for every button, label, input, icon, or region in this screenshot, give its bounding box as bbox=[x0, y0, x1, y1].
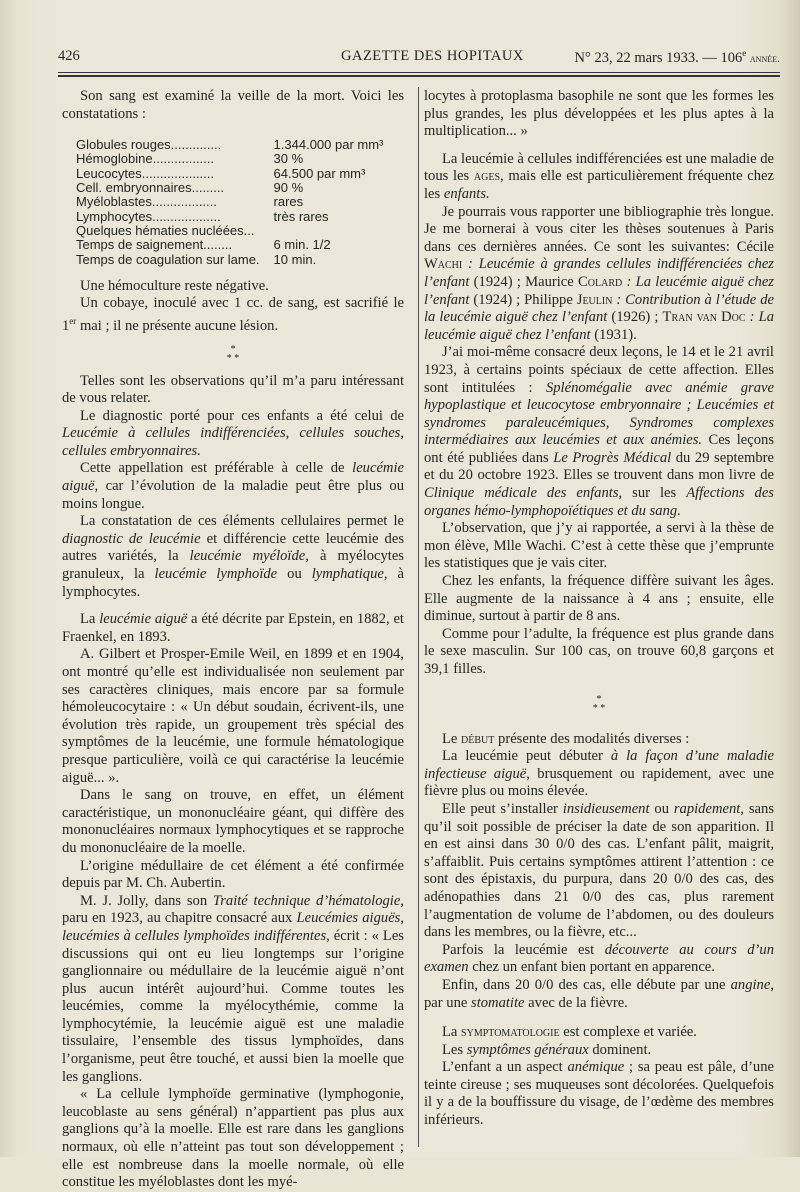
paragraph bbox=[424, 942, 774, 977]
paragraph: Son sang est examiné la veille de la mort. Voici les constatations : bbox=[62, 88, 404, 122]
text-span: , sur les bbox=[618, 485, 687, 502]
paragraph bbox=[424, 731, 774, 749]
paragraph bbox=[424, 1059, 774, 1129]
author-name: Wachi bbox=[424, 256, 463, 273]
lab-row bbox=[76, 210, 383, 224]
text-span: (1926) ; bbox=[607, 309, 663, 326]
text-span: a été décrite par Epstein, en 1882, et Fraenkel, en 1893. bbox=[62, 611, 404, 645]
superscript: er bbox=[69, 316, 77, 327]
lab-label: Leucocytes.................... bbox=[76, 165, 214, 181]
author-name: Colard bbox=[578, 273, 623, 290]
text-span: La constatation de ces éléments cellulaires permet le bbox=[80, 513, 404, 530]
paragraph bbox=[62, 893, 404, 1087]
text-span: , paru en 1923, au chapitre consacré aux bbox=[62, 892, 404, 927]
text-span: avec de la fièvre. bbox=[524, 994, 628, 1011]
emphasis: symptômes généraux bbox=[466, 1041, 589, 1058]
lab-value: 1.344.000 par mm³ bbox=[273, 137, 384, 153]
page-number: 426 bbox=[58, 48, 80, 64]
lab-row bbox=[76, 238, 383, 252]
text-span: Elle peut s’installer bbox=[442, 800, 563, 817]
paragraph: A. Gilbert et Prosper-Emile Weil, en 1899 et en 1904, ont montré qu’elle est individualisée non seulement par ses caractères cliniques, mais encore par sa formule hémoleucocytaire : « Un début soudain, écrivent-ils, une évolution très rapide, un groupement très spécial des symptômes de la leucémie, une formule hématologique presque particulière, voilà ce qui caractérise la leucémie aiguë... ». bbox=[62, 646, 404, 786]
text-span: J’ai moi-même consacré deux leçons, le 14 et le 21 avril 1923, à certains points spéciaux de cette affection. Elles sont intitulées : bbox=[424, 344, 774, 396]
asterism-bottom: * * bbox=[592, 702, 606, 714]
lab-value: rares bbox=[273, 194, 304, 210]
text-span: Ces leçons ont été publiées dans bbox=[424, 432, 774, 466]
paragraph: Une hémoculture reste négative. bbox=[80, 277, 269, 294]
lab-value bbox=[260, 224, 384, 238]
paragraph bbox=[424, 748, 774, 801]
emphasis: leucémie lymphoïde bbox=[154, 566, 278, 583]
text-span: présente des modalités diverses : bbox=[494, 730, 690, 747]
journal-title: GAZETTE DES HOPITAUX bbox=[341, 48, 524, 64]
emphasis: anémique bbox=[567, 1059, 625, 1076]
emphasis: Splénomégalie avec anémie grave hypoplastique et leucocytose embryonnaire ; Leucémies et syndromes paraleucémiques, Syndromes complexes intermédiaires aux leucémies et aux anémies. bbox=[424, 379, 774, 449]
emphasis: diagnostic de leucémie bbox=[62, 530, 201, 547]
emphasis: lymphatique bbox=[311, 566, 384, 583]
paragraph: « La cellule lymphoïde germinative (lymphogonie, leucoblaste au sens général) n’appartient pas plus aux ganglions qu’à la moelle. Elle est rare dans les ganglions normaux, où elle n’atteint pas tout son développement ; elle est nombreuse dans la moelle normale, où elle constitue les myéloblastes dont les myé- bbox=[62, 1086, 404, 1191]
lab-row bbox=[76, 224, 383, 238]
lab-value: 6 min. 1/2 bbox=[273, 237, 331, 253]
text-span: Un cobaye, inoculé avec 1 cc. de sang, est sacrifié le 1 bbox=[62, 295, 404, 334]
emphasis: leucémie aiguë bbox=[99, 611, 188, 628]
thesis-title: : Leucémie à grandes cellules indifférenciées chez l’enfant bbox=[424, 256, 774, 290]
paragraph bbox=[62, 611, 404, 646]
issue-year-word: année. bbox=[749, 50, 780, 65]
text-span: La leucémie peut débuter bbox=[442, 748, 611, 765]
text-span: est complexe et variée. bbox=[559, 1024, 697, 1041]
thesis-title: : La leucémie aiguë chez l’enfant bbox=[424, 309, 774, 343]
asterism-top: * bbox=[230, 343, 236, 355]
emphasis: angine bbox=[730, 976, 771, 993]
paragraph bbox=[62, 460, 404, 513]
lab-label: Temps de coagulation sur lame. bbox=[76, 251, 260, 267]
lab-label: Quelques hématies nucléées... bbox=[76, 222, 255, 238]
paragraph: Chez les enfants, la fréquence diffère suivant les âges. Elle augmente de la naissance à 4 ans ; ensuite, elle diminue, surtout à partir de 8 ans. bbox=[424, 573, 774, 625]
text-span: (1924) ; Maurice bbox=[469, 273, 579, 290]
lab-row bbox=[76, 152, 383, 166]
text-span: , à myélocytes granuleux, la bbox=[62, 548, 404, 583]
lab-value: très rares bbox=[273, 208, 329, 224]
emphasis: à la façon d’une maladie infectieuse aiguë bbox=[424, 748, 774, 782]
author-name: Tran van Doc bbox=[662, 309, 746, 326]
lab-row bbox=[76, 167, 383, 181]
paragraph bbox=[424, 1024, 774, 1042]
lab-value: 64.500 par mm³ bbox=[273, 165, 366, 181]
text-span: ; sa peau est pâle, d’une teinte cireuse ; ses muqueuses sont décolorées. Quelquefois il y a de la bouffissure du visage, de l’œdème des membres inférieurs. bbox=[424, 1059, 774, 1129]
lab-label: Temps de saignement........ bbox=[76, 237, 233, 253]
paragraph: Dans le sang on trouve, en effet, un élément caractéristique, un mononucléaire géant, qui diffère des mononucléaires normaux lymphocytiques et se rapproche du mononucléaire de la moelle. bbox=[62, 787, 404, 856]
paragraph bbox=[62, 295, 404, 335]
text-span: Le diagnostic porté pour ces enfants a été celui de bbox=[80, 407, 404, 424]
asterism-bottom: * * bbox=[226, 352, 240, 364]
emphasis: enfants. bbox=[443, 185, 490, 202]
author-name: Jeulin bbox=[576, 291, 613, 308]
text-span: Parfois la leucémie est bbox=[442, 941, 605, 958]
text-span: , car l’évolution de la maladie peut être plus ou moins longue. bbox=[62, 478, 404, 512]
left-column bbox=[62, 88, 404, 1192]
text-span: , écrit : « Les discussions qui ont eu lieu longtemps sur l’origine ganglionnaire ou médullaire de la leucémie aiguë n’ont plus aucun intérêt aujourd’hui. Comme toutes les leucémies, comme la myélocythémie, comme la lymphocytémie, la leucémie aiguë est une maladie tissulaire, l’ensemble des tissus lymphoïdes, dans l’organisme, peut être touché, et aussi bien la moelle que les ganglions. bbox=[62, 927, 404, 1085]
text-span: du 29 septembre et du 20 octobre 1923. Elles se trouvent dans mon livre de bbox=[424, 449, 775, 484]
text-span: ou bbox=[649, 800, 674, 817]
lab-row bbox=[76, 181, 383, 195]
paragraph: L’observation, que j’y ai rapportée, a servi à la thèse de mon élève, Mlle Wachi. C’est à cette thèse que j’emprunte les statistiques que je vais citer. bbox=[424, 520, 774, 572]
text-span: chez un enfant bien portant en apparence. bbox=[468, 959, 715, 976]
text-span: mai ; il ne présente aucune lésion. bbox=[76, 317, 279, 334]
text-span: L’enfant a un aspect bbox=[442, 1059, 568, 1076]
text-span: et différencie cette leucémie des autres variétés, la bbox=[62, 530, 404, 565]
paragraph bbox=[424, 344, 774, 520]
lab-results-table bbox=[76, 138, 383, 267]
lab-row bbox=[76, 138, 383, 152]
section-separator bbox=[62, 345, 404, 363]
smallcaps-text: symptomatologie bbox=[461, 1024, 560, 1041]
lab-row bbox=[76, 195, 383, 209]
text-span: , brusquement ou rapidement, avec une fièvre plus ou moins élevée. bbox=[424, 765, 774, 800]
paragraph: Telles sont les observations qu’il m’a paru intéressant de vous relater. bbox=[62, 372, 404, 407]
paragraph: L’origine médullaire de cet élément a été confirmée depuis par M. Ch. Aubertin. bbox=[62, 857, 404, 892]
issue-sup: e bbox=[742, 48, 747, 58]
lab-value: 30 % bbox=[273, 151, 304, 167]
text-span: , par une bbox=[424, 976, 774, 1011]
lab-label: Myéloblastes.................. bbox=[76, 194, 217, 210]
text-span: La leucémie à cellules indifférenciées est une maladie de tous les bbox=[424, 150, 774, 185]
smallcaps-text: début bbox=[461, 730, 495, 747]
paragraph bbox=[62, 408, 404, 461]
lab-label: Globules rouges.............. bbox=[76, 137, 222, 153]
thesis-title: : Contribution à l’étude de la leucémie aiguë chez l’enfant bbox=[424, 291, 774, 326]
text-span: (1931). bbox=[590, 326, 637, 343]
lab-value: 90 % bbox=[273, 180, 304, 196]
lab-value: 10 min. bbox=[273, 251, 317, 267]
text-span: ou bbox=[277, 566, 312, 583]
text-span: (1924) ; Philippe bbox=[469, 291, 577, 308]
lab-row bbox=[76, 253, 383, 267]
section-separator bbox=[424, 695, 774, 713]
emphasis: Le Progrès Médical bbox=[553, 449, 672, 466]
emphasis: Affections des organes hémo-lymphopoïétiques et du sang. bbox=[424, 485, 774, 519]
text-span: Je pourrais vous rapporter une bibliographie très longue. Je me bornerai à vous citer les thèses soutenues à Paris dans ces dernières années. Ce sont les suivantes: Cécile bbox=[424, 203, 774, 255]
lab-label: Cell. embryonnaires......... bbox=[76, 180, 225, 196]
emphasis: Clinique médicale des enfants bbox=[424, 485, 619, 502]
emphasis: Traité technique d’hématologie bbox=[212, 892, 401, 909]
text-span: , à lymphocytes. bbox=[62, 566, 405, 600]
smallcaps-text: ages bbox=[473, 168, 501, 185]
emphasis: stomatite bbox=[471, 994, 525, 1011]
right-column bbox=[424, 88, 774, 1130]
emphasis: rapidement bbox=[673, 800, 741, 817]
text-span: La bbox=[442, 1024, 462, 1041]
emphasis: découverte au cours d’un examen bbox=[424, 941, 774, 976]
paragraph: locytes à protoplasma basophile ne sont que les formes les plus grandes, les plus développées et les plus aptes à la multiplication... » bbox=[424, 88, 774, 140]
header-rule-thin bbox=[58, 72, 780, 73]
lab-label: Lymphocytes................... bbox=[76, 208, 221, 224]
emphasis: insidieusement bbox=[562, 800, 650, 817]
text-span: Les bbox=[442, 1041, 467, 1058]
lab-label: Hémoglobine................. bbox=[76, 151, 215, 167]
paragraph: Comme pour l’adulte, la fréquence est plus grande dans le sexe masculin. Sur 100 cas, on trouve 60,8 garçons et 39,1 filles. bbox=[424, 625, 774, 677]
paragraph bbox=[424, 151, 774, 204]
paragraph bbox=[424, 801, 774, 942]
text-span: La bbox=[80, 611, 100, 628]
emphasis: Leucémie à cellules indifférenciées, cellules souches, cellules embryonnaires. bbox=[62, 425, 404, 459]
text-span: Cette appellation est préférable à celle de bbox=[80, 460, 353, 477]
asterism-top: * bbox=[596, 693, 602, 705]
thesis-title: : La leucémie aiguë chez l’enfant bbox=[424, 273, 774, 308]
issue-date: N° 23, 22 mars 1933. — 106 bbox=[574, 49, 743, 66]
text-span: M. J. Jolly, dans son bbox=[80, 892, 213, 909]
header-rule-thick bbox=[58, 75, 780, 77]
text-span: , mais elle est particulièrement fréquente chez les bbox=[424, 168, 774, 202]
paragraph bbox=[62, 513, 404, 601]
paragraph bbox=[424, 977, 774, 1012]
text-span: , sans qu’il soit possible de préciser la date de son apparition. Il en est ainsi dans 30 0/0 des cas. L’enfant pâlit, maigrit, s’affaiblit. Puis certains symptômes attirent l’attention : ce sont des épistaxis, du purpura, dans 20 0/0 des cas, des adénopathies dans 21 0/0 des cas, plus rarement l’augmentation de volume de l’abdomen, ou des douleurs dans les membres, ou la fièvre, etc... bbox=[424, 800, 774, 941]
emphasis: leucémie aiguë bbox=[62, 460, 404, 495]
text-span: Enfin, dans 20 0/0 des cas, elle débute par une bbox=[442, 976, 731, 993]
emphasis: Leucémies aiguës, leucémies à cellules lymphoïdes indifférentes bbox=[62, 910, 404, 944]
issue-info bbox=[575, 48, 780, 67]
emphasis: leucémie myéloïde bbox=[189, 548, 306, 565]
running-header bbox=[58, 48, 780, 70]
paragraph bbox=[424, 204, 774, 345]
text-span: dominent. bbox=[588, 1041, 652, 1058]
column-divider bbox=[418, 87, 419, 1147]
text-span: Le bbox=[442, 730, 462, 747]
paragraph bbox=[424, 1042, 774, 1060]
